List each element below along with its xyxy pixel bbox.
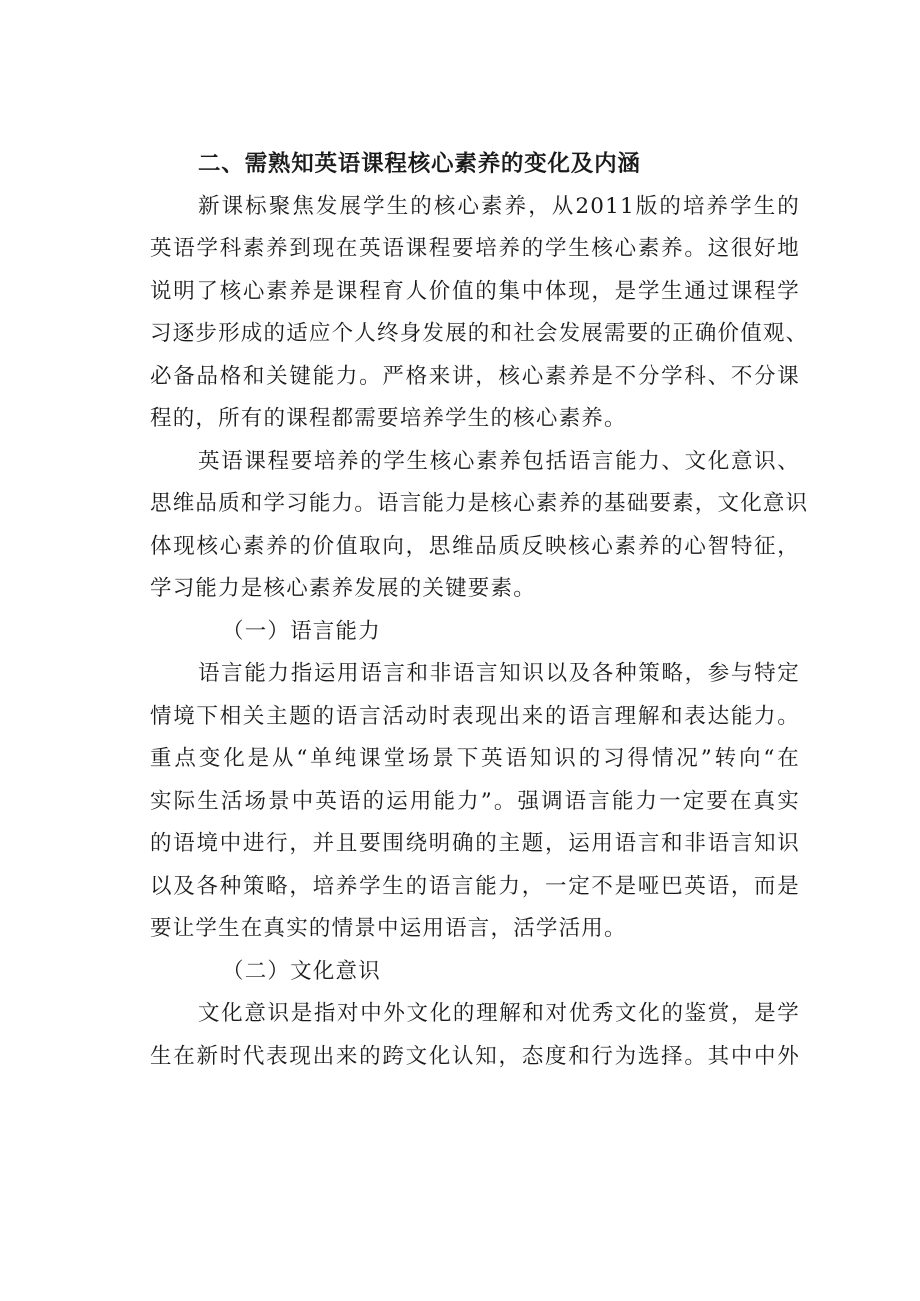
paragraph-line: 生在新时代表现出来的跨文化认知，态度和行为选择。其中中外 bbox=[150, 1043, 800, 1069]
paragraph-line: 思维品质和学习能力。语言能力是核心素养的基础要素，文化意识 bbox=[150, 491, 809, 516]
paragraph-line: 实际生活场景中英语的运用能力”。强调语言能力一定要在真实 bbox=[150, 788, 800, 814]
paragraph-line: 语言能力指运用语言和非语言知识以及各种策略，参与特定 bbox=[198, 661, 800, 686]
paragraph-line: 重点变化是从“单纯课堂场景下英语知识的习得情况”转向“在 bbox=[150, 746, 800, 771]
paragraph-line: 英语课程要培养的学生核心素养包括语言能力、文化意识、 bbox=[198, 448, 800, 474]
paragraph-line: 英语学科素养到现在英语课程要培养的学生核心素养。这很好地 bbox=[150, 236, 800, 261]
paragraph-line: 必备品格和关键能力。严格来讲，核心素养是不分学科、不分课 bbox=[150, 363, 800, 389]
paragraph-line: 新课标聚焦发展学生的核心素养，从2011版的培养学生的 bbox=[198, 193, 800, 219]
paragraph-line: 文化意识是指对中外文化的理解和对优秀文化的鉴赏，是学 bbox=[198, 1001, 800, 1026]
paragraph-line: 体现核心素养的价值取向，思维品质反映核心素养的心智特征， bbox=[150, 533, 800, 559]
paragraph-line: 以及各种策略，培养学生的语言能力，一定不是哑巴英语，而是 bbox=[150, 873, 800, 899]
paragraph-line: 说明了核心素养是课程育人价值的集中体现，是学生通过课程学 bbox=[150, 278, 800, 304]
section-heading: 二、需熟知英语课程核心素养的变化及内涵 bbox=[198, 151, 641, 177]
paragraph-line: 情境下相关主题的语言活动时表现出来的语言理解和表达能力。 bbox=[150, 703, 800, 729]
paragraph-line: 学习能力是核心素养发展的关键要素。 bbox=[150, 576, 536, 601]
document-page bbox=[150, 150, 809, 1085]
subsection-heading: （二）文化意识 bbox=[222, 958, 381, 984]
paragraph-line: 要让学生在真实的情景中运用语言，活学活用。 bbox=[150, 916, 627, 941]
paragraph-line: 程的，所有的课程都需要培养学生的核心素养。 bbox=[150, 406, 627, 431]
paragraph-line: 的语境中进行，并且要围绕明确的主题，运用语言和非语言知识 bbox=[150, 831, 800, 856]
paragraph-line: 习逐步形成的适应个人终身发展的和社会发展需要的正确价值观、 bbox=[150, 321, 809, 346]
subsection-heading: （一）语言能力 bbox=[222, 618, 381, 644]
